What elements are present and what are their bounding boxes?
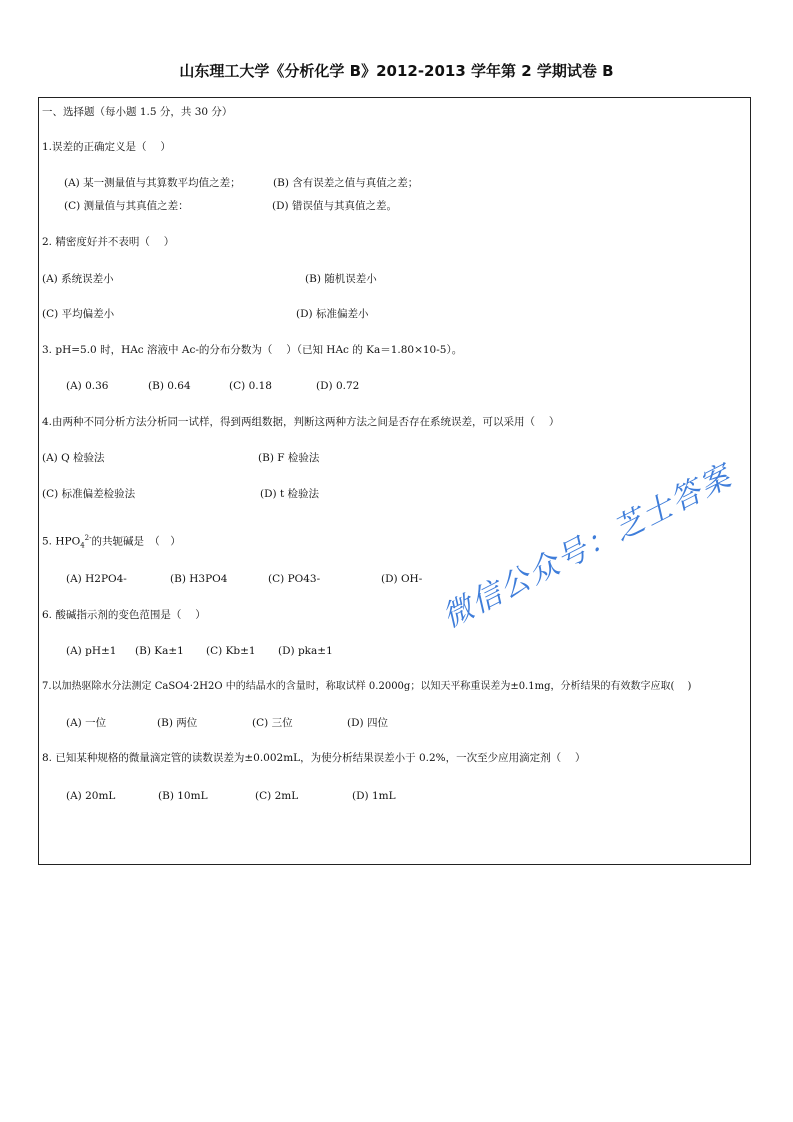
option-1b: (B) 含有误差之值与真值之差； bbox=[273, 177, 419, 189]
question-5-superscript: 2- bbox=[84, 534, 92, 542]
option-3b: (B) 0.64 bbox=[148, 380, 191, 392]
option-6c: (C) Kb±1 bbox=[206, 645, 256, 657]
option-8d: (D) 1mL bbox=[352, 790, 396, 802]
option-3a: (A) 0.36 bbox=[66, 380, 109, 392]
option-8c: (C) 2mL bbox=[255, 790, 299, 802]
section-heading: 一、选择题（每小题 1.5 分，共 30 分） bbox=[42, 106, 233, 118]
option-7d: (D) 四位 bbox=[347, 717, 388, 729]
option-4d: (D) t 检验法 bbox=[260, 488, 320, 500]
question-5-text: 的共轭碱是 （ ） bbox=[91, 535, 181, 548]
option-1a: (A) 某一测量值与其算数平均值之差； bbox=[64, 177, 241, 189]
option-7b: (B) 两位 bbox=[157, 717, 198, 729]
question-6: 6. 酸碱指示剂的变色范围是（ ） bbox=[42, 609, 206, 621]
option-1c: (C) 测量值与其真值之差： bbox=[64, 200, 189, 212]
option-2a: (A) 系统误差小 bbox=[42, 273, 114, 285]
option-2d: (D) 标准偏差小 bbox=[296, 308, 369, 320]
option-5b: (B) H3PO4 bbox=[170, 573, 228, 585]
question-2: 2. 精密度好并不表明（ ） bbox=[42, 236, 175, 248]
option-1d: (D) 错误值与其真值之差。 bbox=[272, 200, 397, 212]
watermark: 微信公众号：芝士答案 bbox=[436, 458, 738, 636]
option-7a: (A) 一位 bbox=[66, 717, 107, 729]
option-5c: (C) PO43- bbox=[268, 573, 321, 585]
question-4: 4.由两种不同分析方法分析同一试样，得到两组数据，判断这两种方法之间是否存在系统误差，可以采用（ ） bbox=[42, 416, 560, 428]
option-4a: (A) Q 检验法 bbox=[42, 452, 105, 464]
option-3d: (D) 0.72 bbox=[316, 380, 360, 392]
option-6a: (A) pH±1 bbox=[66, 645, 117, 657]
option-5a: (A) H2PO4- bbox=[66, 573, 127, 585]
option-4c: (C) 标准偏差检验法 bbox=[42, 488, 136, 500]
option-6b: (B) Ka±1 bbox=[135, 645, 184, 657]
question-3: 3. pH=5.0 时，HAc 溶液中 Ac-的分布分数为（ ）（已知 HAc 的 Ka＝1.80×10-5）。 bbox=[42, 344, 463, 356]
option-6d: (D) pka±1 bbox=[278, 645, 333, 657]
option-2b: (B) 随机误差小 bbox=[305, 273, 377, 285]
option-7c: (C) 三位 bbox=[252, 717, 293, 729]
option-8a: (A) 20mL bbox=[66, 790, 116, 802]
exam-title: 山东理工大学《分析化学 B》2012-2013 学年第 2 学期试卷 B bbox=[179, 62, 614, 80]
option-5d: (D) OH- bbox=[381, 573, 423, 585]
option-2c: (C) 平均偏差小 bbox=[42, 308, 115, 320]
option-4b: (B) F 检验法 bbox=[258, 452, 320, 464]
question-5-subscript: 4 bbox=[80, 541, 85, 550]
question-5-formula: 5. HPO bbox=[42, 535, 81, 548]
question-1: 1.误差的正确定义是（ ） bbox=[42, 141, 171, 153]
option-3c: (C) 0.18 bbox=[229, 380, 272, 392]
option-8b: (B) 10mL bbox=[158, 790, 208, 802]
question-5 bbox=[42, 531, 181, 553]
question-8: 8. 已知某种规格的微量滴定管的读数误差为±0.002mL，为使分析结果误差小于 0.2%，一次至少应用滴定剂（ ） bbox=[42, 752, 586, 764]
question-7: 7.以加热驱除水分法测定 CaSO4·2H2O 中的结晶水的含量时，称取试样 0.2000g；以知天平称重误差为±0.1mg，分析结果的有效数字应取( ) bbox=[42, 681, 692, 692]
